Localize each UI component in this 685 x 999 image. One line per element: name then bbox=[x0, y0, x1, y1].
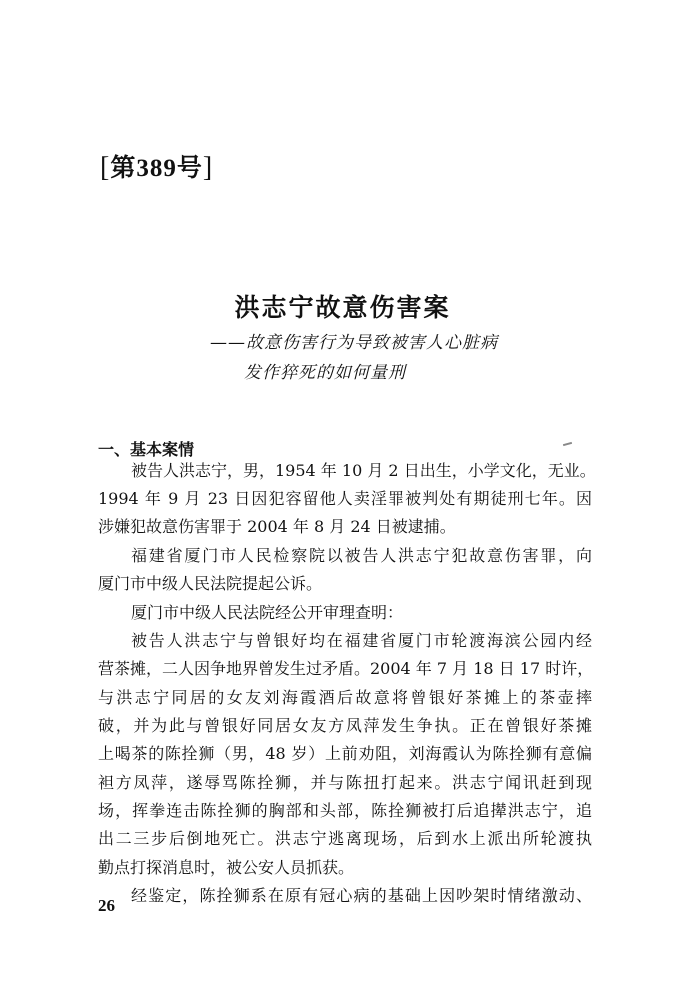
body-line: 袒方凤萍，遂辱骂陈拴狮，并与陈扭打起来。洪志宁闻讯赶到现 bbox=[98, 773, 592, 792]
body-line: 上喝茶的陈拴狮（男，48 岁）上前劝阻，刘海霞认为陈拴狮有意偏 bbox=[98, 744, 592, 763]
body-line: 被告人洪志宁与曾银好均在福建省厦门市轮渡海滨公园内经 bbox=[131, 631, 592, 650]
body-line: 厦门市中级人民法院经公开审理查明： bbox=[131, 603, 404, 622]
case-number-label bbox=[100, 148, 213, 184]
body-line: 福建省厦门市人民检察院以被告人洪志宁犯故意伤害罪，向 bbox=[131, 546, 592, 565]
body-line: 出二三步后倒地死亡。洪志宁逃离现场，后到水上派出所轮渡执 bbox=[98, 829, 592, 848]
body-line: 被告人洪志宁，男，1954 年 10 月 2 日出生，小学文化，无业。 bbox=[131, 461, 596, 480]
body-line: 场，挥拳连击陈拴狮的胸部和头部，陈拴狮被打后追撵洪志宁，追 bbox=[98, 801, 592, 820]
case-title: 洪志宁故意伤害案 bbox=[234, 293, 451, 322]
body-line: 厦门市中级人民法院提起公诉。 bbox=[98, 574, 323, 593]
scan-speck bbox=[563, 442, 572, 446]
bracket-open: [ bbox=[100, 152, 111, 183]
body-line: 破，并为此与曾银好同居女友方凤萍发生争执。正在曾银好茶摊 bbox=[98, 716, 592, 735]
body-line: 勤点打探消息时，被公安人员抓获。 bbox=[98, 858, 355, 877]
subtitle-line-2: 发作猝死的如何量刑 bbox=[244, 363, 406, 383]
body-line: 与洪志宁同居的女友刘海霞酒后故意将曾银好茶摊上的茶壶摔 bbox=[98, 688, 592, 707]
page-number: 26 bbox=[98, 896, 115, 915]
body-line: 营茶摊，二人因争地界曾发生过矛盾。2004 年 7 月 18 日 17 时许， bbox=[98, 659, 594, 678]
subtitle-line-1: ——故意伤害行为导致被害人心脏病 bbox=[210, 333, 498, 353]
section-heading: 一、基本案情 bbox=[98, 440, 195, 459]
bracket-close: ] bbox=[202, 152, 214, 183]
body-line: 经鉴定，陈拴狮系在原有冠心病的基础上因吵架时情绪激动、 bbox=[131, 886, 592, 905]
case-number: 第389号 bbox=[110, 155, 203, 182]
body-line: 涉嫌犯故意伤害罪于 2004 年 8 月 24 日被逮捕。 bbox=[98, 517, 456, 536]
body-line: 1994 年 9 月 23 日因犯容留他人卖淫罪被判处有期徒刑七年。因 bbox=[98, 489, 592, 508]
